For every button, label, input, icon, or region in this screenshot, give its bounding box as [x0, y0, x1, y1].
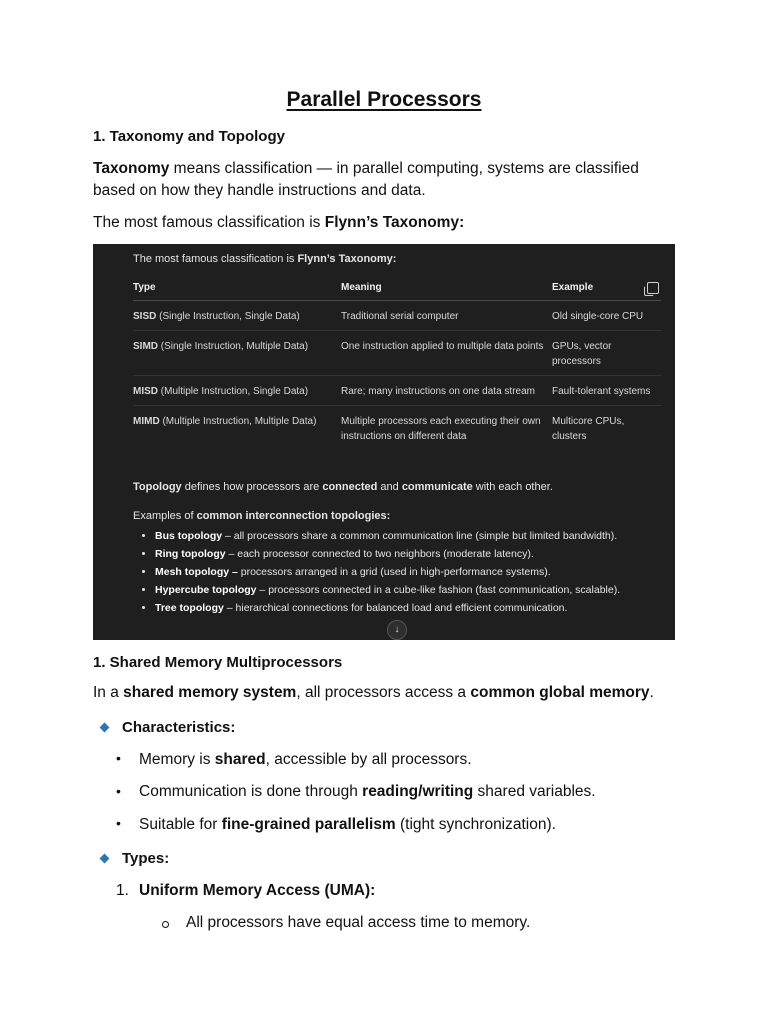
list-item	[155, 602, 675, 615]
item-text: shared variables.	[473, 783, 596, 800]
intro-text: In a	[93, 684, 124, 701]
screenshot-intro-text: The most famous classification is	[133, 253, 298, 265]
page-title: Parallel Processors	[286, 88, 482, 111]
intro-bold: shared memory system	[123, 684, 297, 701]
type-cell	[133, 331, 341, 376]
examples-bold: common interconnection topologies:	[196, 510, 391, 522]
topology-name: Tree topology	[155, 602, 224, 614]
embedded-screenshot	[93, 244, 675, 640]
flynn-intro-bold: Flynn’s Taxonomy:	[324, 214, 465, 231]
circle-bullet-icon	[162, 921, 169, 928]
type-full: (Multiple Instruction, Multiple Data)	[159, 416, 317, 427]
topology-definition	[133, 481, 553, 493]
shared-memory-intro	[93, 682, 654, 704]
characteristics-label: Characteristics:	[122, 719, 236, 736]
list-item	[155, 566, 675, 579]
diamond-bullet-icon	[100, 854, 110, 864]
examples-text: Examples of	[133, 510, 197, 522]
diamond-bullet-icon	[100, 723, 110, 733]
types-label: Types:	[122, 850, 170, 867]
taxonomy-term: Taxonomy	[93, 160, 170, 177]
list-item	[155, 530, 675, 543]
uma-point: All processors have equal access time to memory.	[186, 914, 531, 931]
example-cell: GPUs, vector processors	[552, 331, 661, 376]
table-row	[133, 331, 661, 376]
uma-heading: Uniform Memory Access (UMA):	[139, 882, 376, 899]
topology-desc: – all processors share a common communication line (simple but limited bandwidth).	[222, 530, 618, 542]
list-item	[139, 781, 596, 803]
flynn-intro-text: The most famous classification is	[93, 214, 325, 231]
item-text: Suitable for	[139, 816, 222, 833]
screenshot-intro-bold: Flynn’s Taxonomy:	[297, 253, 397, 265]
meaning-cell: Multiple processors each executing their own instructions on different data	[341, 416, 541, 442]
topology-desc: – hierarchical connections for balanced load and efficient communication.	[223, 602, 568, 614]
topology-name: Hypercube topology	[155, 584, 257, 596]
section-heading-taxonomy: 1. Taxonomy and Topology	[93, 128, 285, 145]
bullet-icon: •	[116, 815, 121, 831]
flynn-table	[133, 277, 661, 450]
section-heading-shared-memory: 1. Shared Memory Multiprocessors	[93, 654, 343, 671]
bullet-icon: •	[116, 783, 121, 799]
example-cell: Old single-core CPU	[552, 301, 661, 331]
table-header-row	[133, 277, 661, 301]
table-row	[133, 376, 661, 406]
list-item	[155, 584, 675, 597]
item-bold: fine-grained parallelism	[221, 816, 396, 833]
item-bold: reading/writing	[362, 783, 474, 800]
type-abbrev: SIMD	[133, 341, 158, 352]
intro-bold: common global memory	[470, 684, 650, 701]
topology-examples-intro	[133, 510, 390, 522]
topology-text: defines how processors are	[181, 481, 323, 493]
taxonomy-paragraph	[93, 158, 683, 202]
topology-bold: connected	[322, 481, 378, 493]
meaning-cell: Traditional serial computer	[341, 301, 552, 331]
bullet-icon: •	[116, 750, 121, 766]
topology-name: Mesh topology –	[155, 566, 238, 578]
topology-list	[133, 530, 675, 620]
taxonomy-definition: means classification — in parallel computing, systems are classified based on how they handle instructions and data.	[93, 160, 639, 199]
topology-term: Topology	[133, 481, 182, 493]
table-header: Example	[552, 277, 661, 301]
item-text: Memory is	[139, 751, 215, 768]
type-full: (Multiple Instruction, Single Data)	[158, 386, 309, 397]
example-cell: Fault-tolerant systems	[552, 376, 661, 406]
table-row	[133, 301, 661, 331]
type-number: 1.	[116, 882, 129, 899]
topology-desc: – processors connected in a cube-like fashion (fast communication, scalable).	[256, 584, 621, 596]
type-abbrev: MIMD	[133, 416, 160, 427]
meaning-cell: Rare; many instructions on one data stream	[341, 376, 552, 406]
type-cell	[133, 301, 341, 331]
scroll-down-icon[interactable]: ↓	[387, 620, 407, 640]
meaning-cell: One instruction applied to multiple data points	[341, 331, 552, 376]
table-header: Type	[133, 277, 341, 301]
topology-name: Ring topology	[155, 548, 226, 560]
topology-desc: – each processor connected to two neighbors (moderate latency).	[225, 548, 534, 560]
type-full: (Single Instruction, Single Data)	[156, 311, 300, 322]
flynn-intro	[93, 212, 464, 234]
topology-text: with each other.	[472, 481, 553, 493]
intro-text: , all processors access a	[296, 684, 471, 701]
table-header: Meaning	[341, 277, 552, 301]
list-item	[155, 548, 675, 561]
type-abbrev: MISD	[133, 386, 158, 397]
item-text: , accessible by all processors.	[265, 751, 472, 768]
type-full: (Single Instruction, Multiple Data)	[158, 341, 309, 352]
topology-name: Bus topology	[155, 530, 223, 542]
item-text: Communication is done through	[139, 783, 363, 800]
topology-bold: communicate	[401, 481, 473, 493]
list-item	[139, 749, 472, 771]
type-cell	[133, 376, 341, 406]
type-cell	[133, 406, 341, 451]
type-abbrev: SISD	[133, 311, 157, 322]
table-row	[133, 406, 661, 451]
example-cell: Multicore CPUs, clusters	[552, 416, 625, 442]
screenshot-intro	[133, 253, 396, 265]
item-bold: shared	[214, 751, 266, 768]
topology-text: and	[377, 481, 402, 493]
list-item	[139, 814, 556, 836]
intro-text: .	[649, 684, 654, 701]
item-text: (tight synchronization).	[395, 816, 556, 833]
topology-desc: processors arranged in a grid (used in high-performance systems).	[237, 566, 551, 578]
